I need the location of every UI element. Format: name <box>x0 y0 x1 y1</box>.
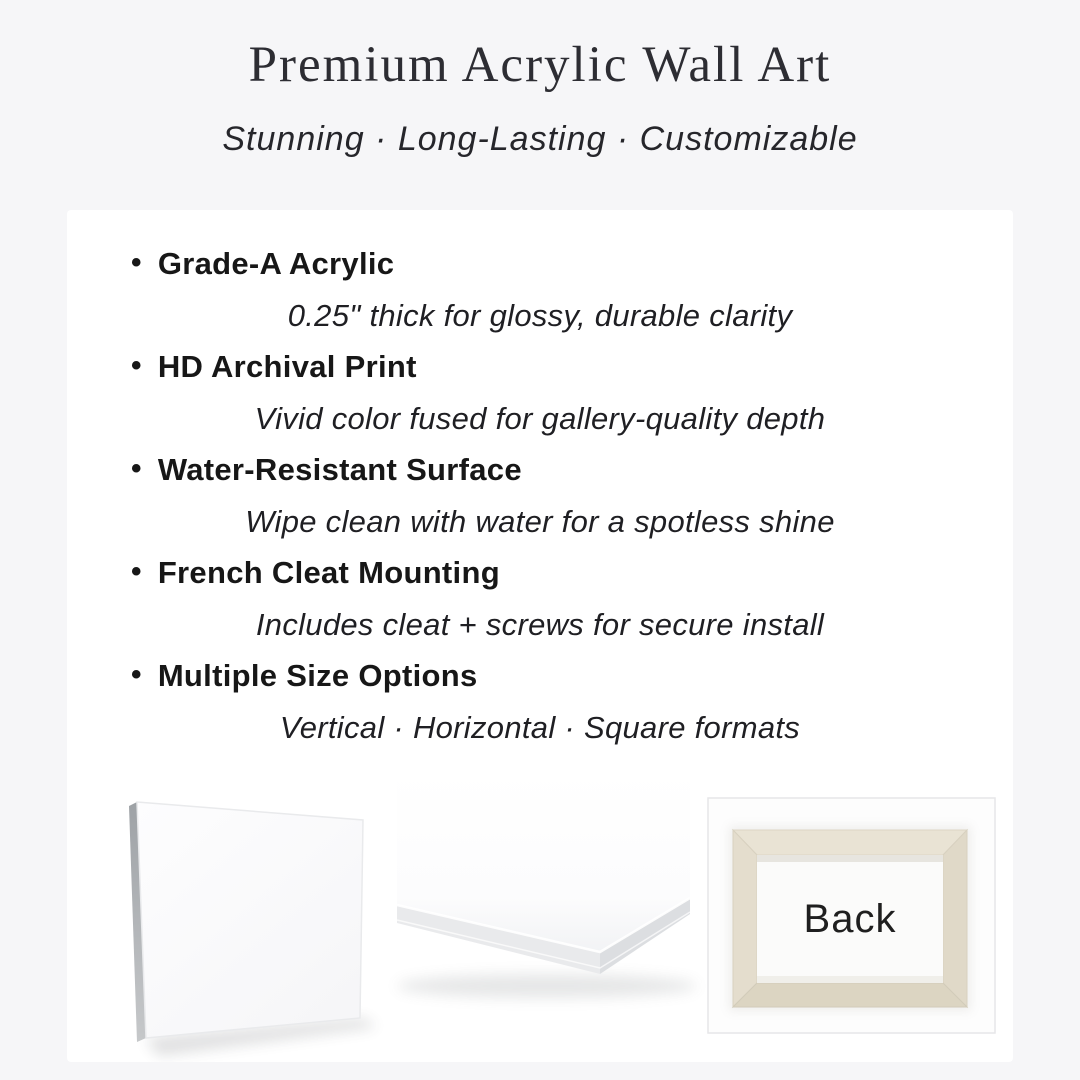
feature-heading: Grade-A Acrylic <box>157 246 395 281</box>
bullet-icon: • <box>131 658 142 691</box>
bullet-icon: • <box>131 349 142 382</box>
feature-heading: Water-Resistant Surface <box>157 452 522 487</box>
feature-list <box>67 238 1013 753</box>
feature-item-size-options <box>67 650 1013 702</box>
bullet-icon: • <box>131 246 142 279</box>
feature-heading: French Cleat Mounting <box>157 555 500 590</box>
features-card <box>67 210 1013 1062</box>
page-title: Premium Acrylic Wall Art <box>248 37 832 93</box>
feature-detail: Includes cleat + screws for secure install <box>255 607 825 642</box>
feature-heading: HD Archival Print <box>157 349 417 384</box>
feature-detail: Vertical · Horizontal · Square formats <box>279 710 801 745</box>
feature-heading: Multiple Size Options <box>157 658 478 693</box>
bullet-icon: • <box>131 452 142 485</box>
feature-item-french-cleat <box>67 547 1013 599</box>
feature-detail: Vivid color fused for gallery-quality depth <box>254 401 826 436</box>
page-subtitle: Stunning · Long-Lasting · Customizable <box>222 120 858 158</box>
feature-detail: Wipe clean with water for a spotless shine <box>245 504 835 539</box>
back-label: Back <box>803 897 897 941</box>
feature-item-water-resistant <box>67 444 1013 496</box>
feature-detail: 0.25" thick for glossy, durable clarity <box>287 298 793 333</box>
acrylic-panel-angled-image <box>129 802 377 1056</box>
acrylic-corner-closeup-image <box>397 770 697 1060</box>
bullet-icon: • <box>131 555 142 588</box>
feature-item-grade-a-acrylic <box>67 238 1013 290</box>
feature-item-hd-archival-print <box>67 341 1013 393</box>
